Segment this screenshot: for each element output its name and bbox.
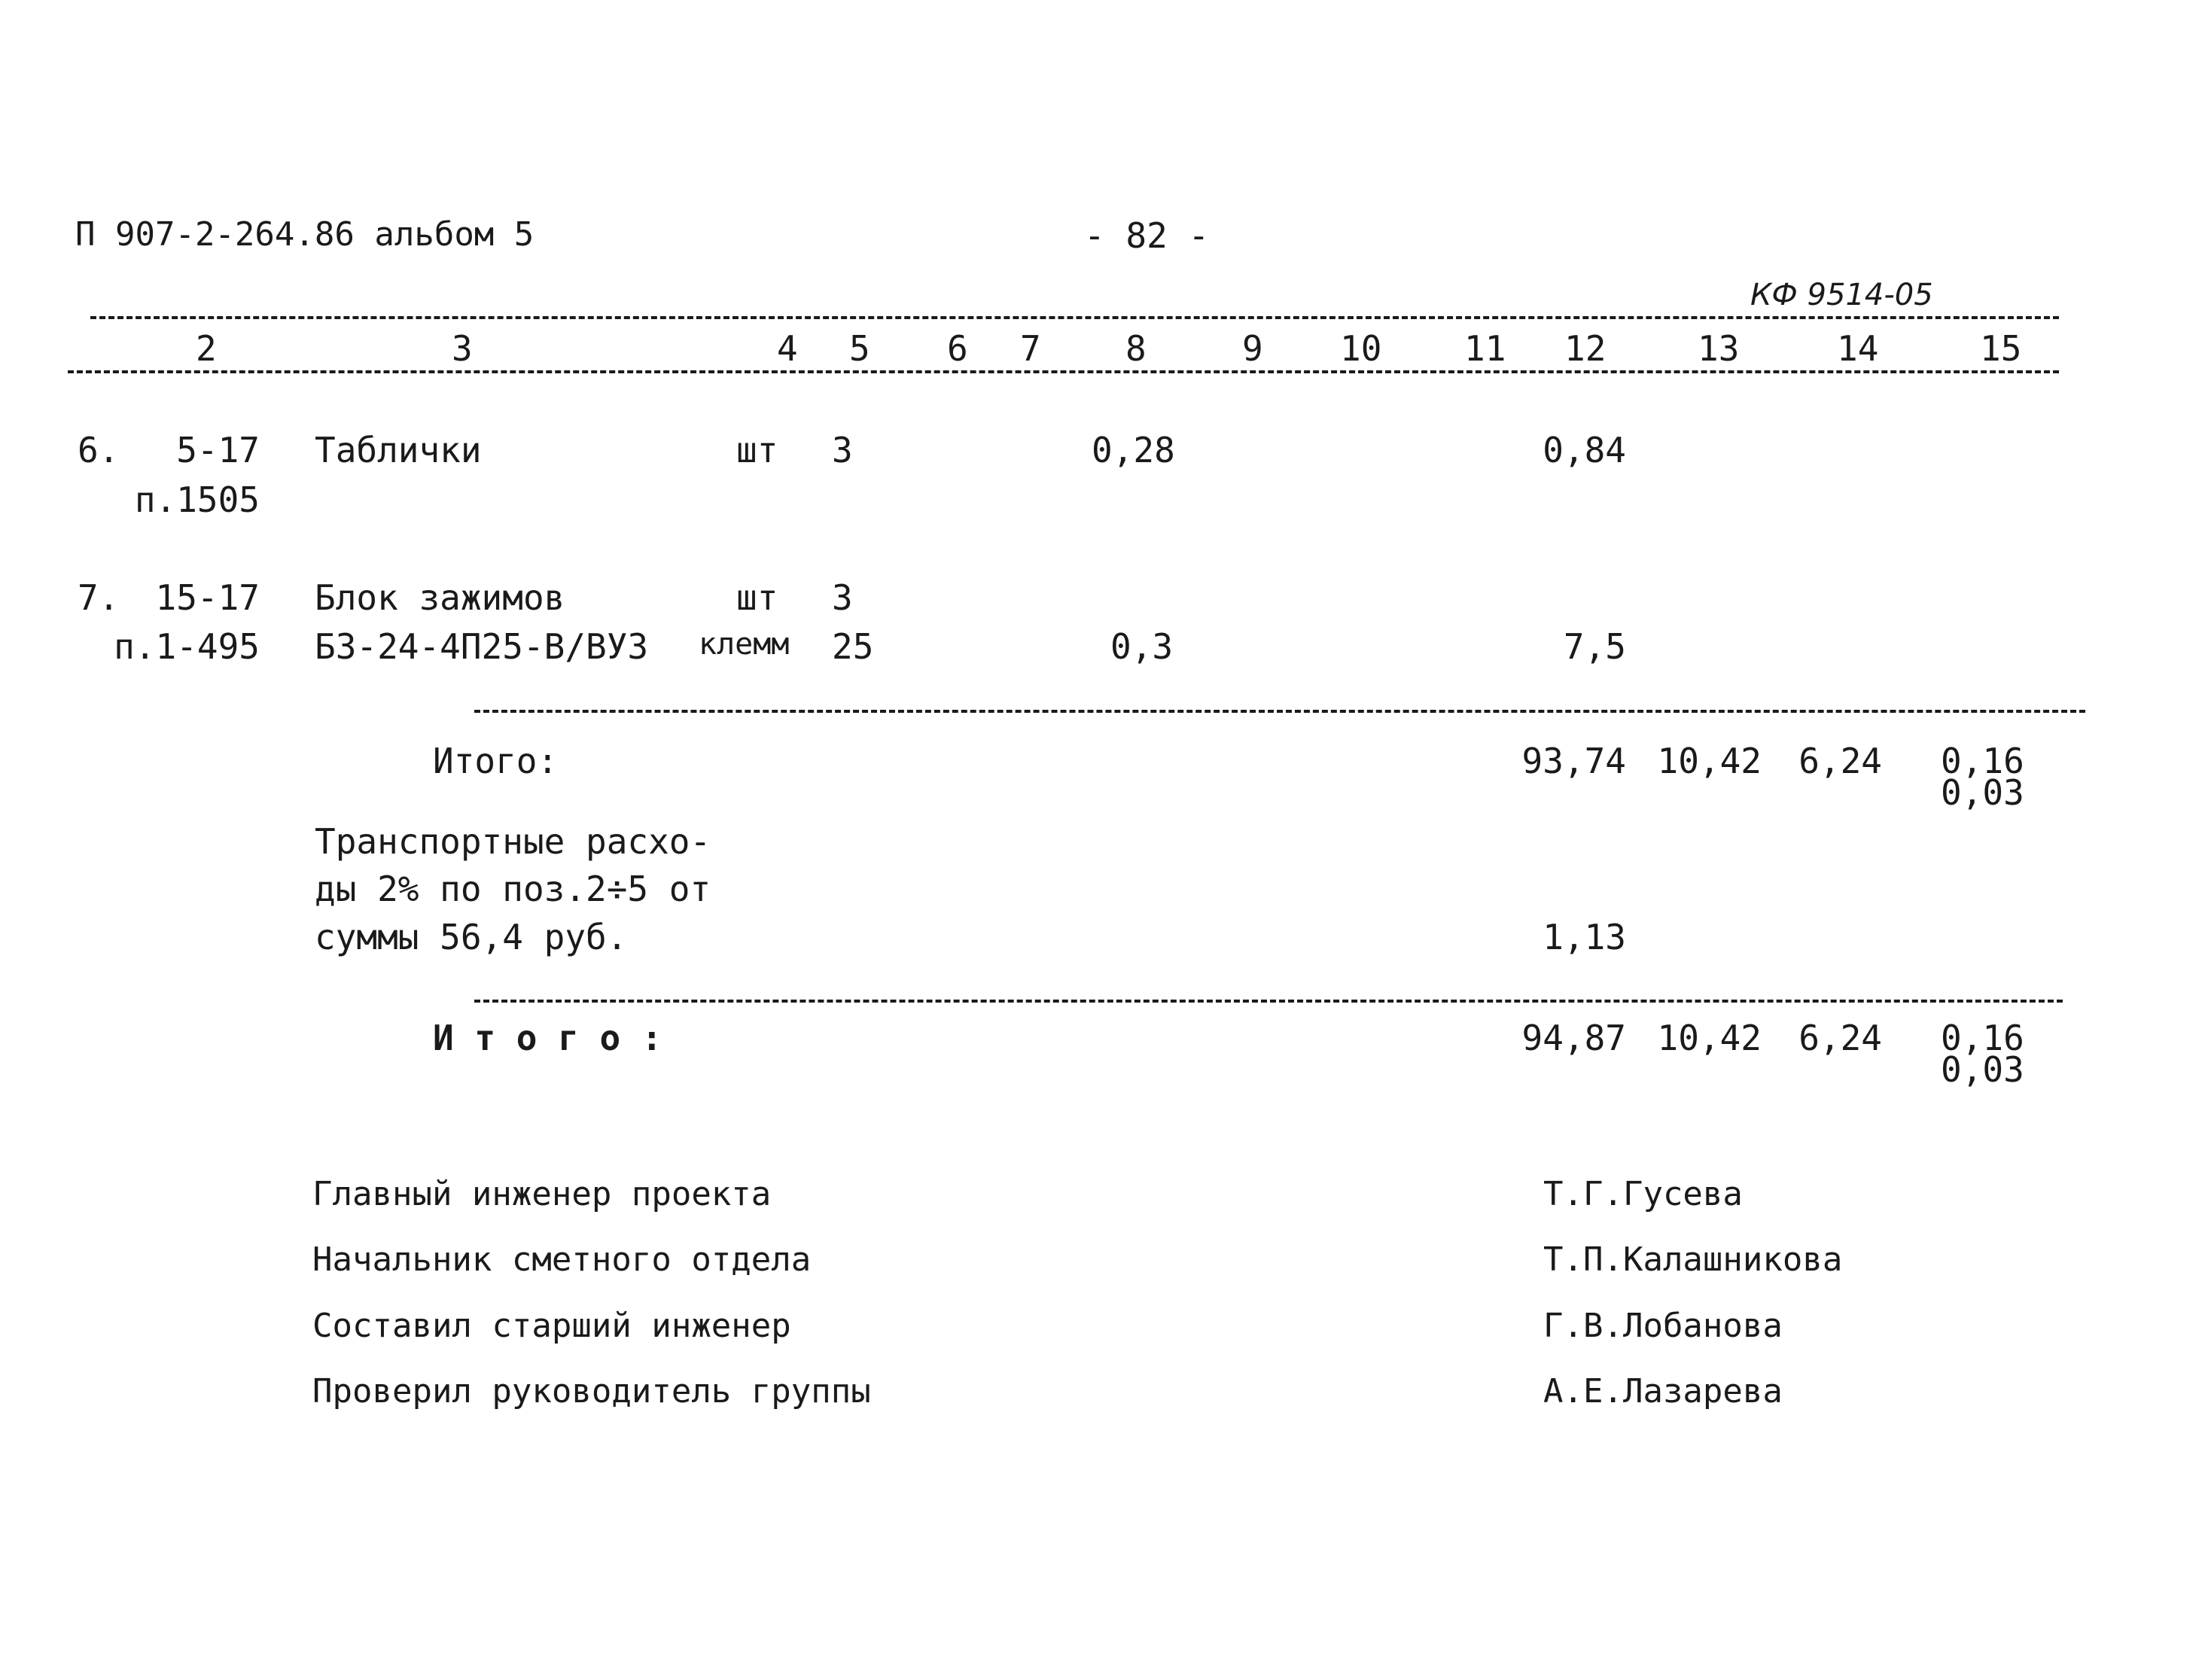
transport-text-line-1: Транспортные расхо- bbox=[315, 821, 711, 862]
col-header-3: 3 bbox=[452, 328, 473, 369]
row-unit-price: 0,28 bbox=[1092, 430, 1175, 470]
col-header-9: 9 bbox=[1242, 328, 1263, 369]
row-unit: шт bbox=[736, 577, 778, 618]
col-header-12: 12 bbox=[1564, 328, 1607, 369]
row-unit: шт bbox=[736, 430, 778, 470]
col-header-7: 7 bbox=[1020, 328, 1041, 369]
subtotal-col-15-top: 0,16 bbox=[1941, 741, 2024, 781]
row-name: Таблички bbox=[315, 430, 482, 470]
col-header-14: 14 bbox=[1837, 328, 1879, 369]
signature-role: Главный инженер проекта bbox=[312, 1175, 772, 1213]
col-header-5: 5 bbox=[849, 328, 870, 369]
transport-text-line-3: суммы 56,4 руб. bbox=[315, 917, 628, 957]
col-header-10: 10 bbox=[1340, 328, 1382, 369]
transport-col-12: 1,13 bbox=[1543, 917, 1626, 957]
header-top-rule bbox=[90, 316, 2059, 319]
subtotal-col-12: 93,74 bbox=[1521, 741, 1626, 781]
signature-name: А.Е.Лазарева bbox=[1543, 1372, 1783, 1411]
subtotal-label: Итого: bbox=[433, 741, 559, 781]
total-col-15-bottom: 0,03 bbox=[1941, 1049, 2024, 1090]
row-unit-price: 0,3 bbox=[1110, 626, 1174, 667]
total-col-13: 10,42 bbox=[1657, 1018, 1762, 1058]
subtotal-col-15-bottom: 0,03 bbox=[1941, 772, 2024, 813]
page-number: - 82 - bbox=[1084, 215, 1210, 256]
col-header-2: 2 bbox=[196, 328, 217, 369]
col-header-4: 4 bbox=[777, 328, 798, 369]
signature-name: Г.В.Лобанова bbox=[1543, 1307, 1783, 1345]
row-name: Блок зажимов bbox=[315, 577, 565, 618]
row-qty: 3 bbox=[832, 430, 853, 470]
signature-role: Начальник сметного отдела bbox=[312, 1240, 812, 1279]
col-header-6: 6 bbox=[947, 328, 968, 369]
subtotal-rule bbox=[474, 710, 2085, 713]
total-col-15-top: 0,16 bbox=[1941, 1018, 2024, 1058]
total-col-14: 6,24 bbox=[1798, 1018, 1882, 1058]
transport-text-line-2: ды 2% по поз.2÷5 от bbox=[315, 869, 711, 909]
signature-role: Составил старший инженер bbox=[312, 1307, 791, 1345]
signature-role: Проверил руководитель группы bbox=[312, 1372, 871, 1411]
total-col-12: 94,87 bbox=[1521, 1018, 1626, 1058]
row-total: 0,84 bbox=[1543, 430, 1626, 470]
subtotal-col-14: 6,24 bbox=[1798, 741, 1882, 781]
header-bottom-rule bbox=[68, 370, 2059, 373]
document-code: П 907-2-264.86 альбом 5 bbox=[75, 215, 534, 254]
row-code-ref: п.1505 bbox=[134, 479, 260, 520]
row-total: 7,5 bbox=[1563, 626, 1626, 667]
col-header-11: 11 bbox=[1464, 328, 1506, 369]
row-code-ref: п.1-495 bbox=[114, 626, 260, 667]
col-header-13: 13 bbox=[1698, 328, 1740, 369]
col-header-15: 15 bbox=[1980, 328, 2022, 369]
signature-name: Т.П.Калашникова bbox=[1543, 1240, 1843, 1279]
row-code: 5-17 bbox=[176, 430, 260, 470]
row-number: 6. bbox=[78, 430, 120, 470]
row-unit-secondary: клемм bbox=[699, 627, 790, 662]
row-qty: 3 bbox=[832, 577, 853, 618]
total-rule bbox=[474, 1000, 2063, 1003]
subtotal-col-13: 10,42 bbox=[1657, 741, 1762, 781]
archive-stamp: КФ 9514-05 bbox=[1750, 278, 1933, 312]
row-qty-secondary: 25 bbox=[832, 626, 874, 667]
col-header-8: 8 bbox=[1125, 328, 1147, 369]
total-label: И т о г о : bbox=[433, 1018, 662, 1058]
row-number: 7. bbox=[78, 577, 120, 618]
row-code: 15-17 bbox=[155, 577, 260, 618]
signature-name: Т.Г.Гусева bbox=[1543, 1175, 1743, 1213]
row-name-model: Б3-24-4П25-В/ВУ3 bbox=[315, 626, 649, 667]
